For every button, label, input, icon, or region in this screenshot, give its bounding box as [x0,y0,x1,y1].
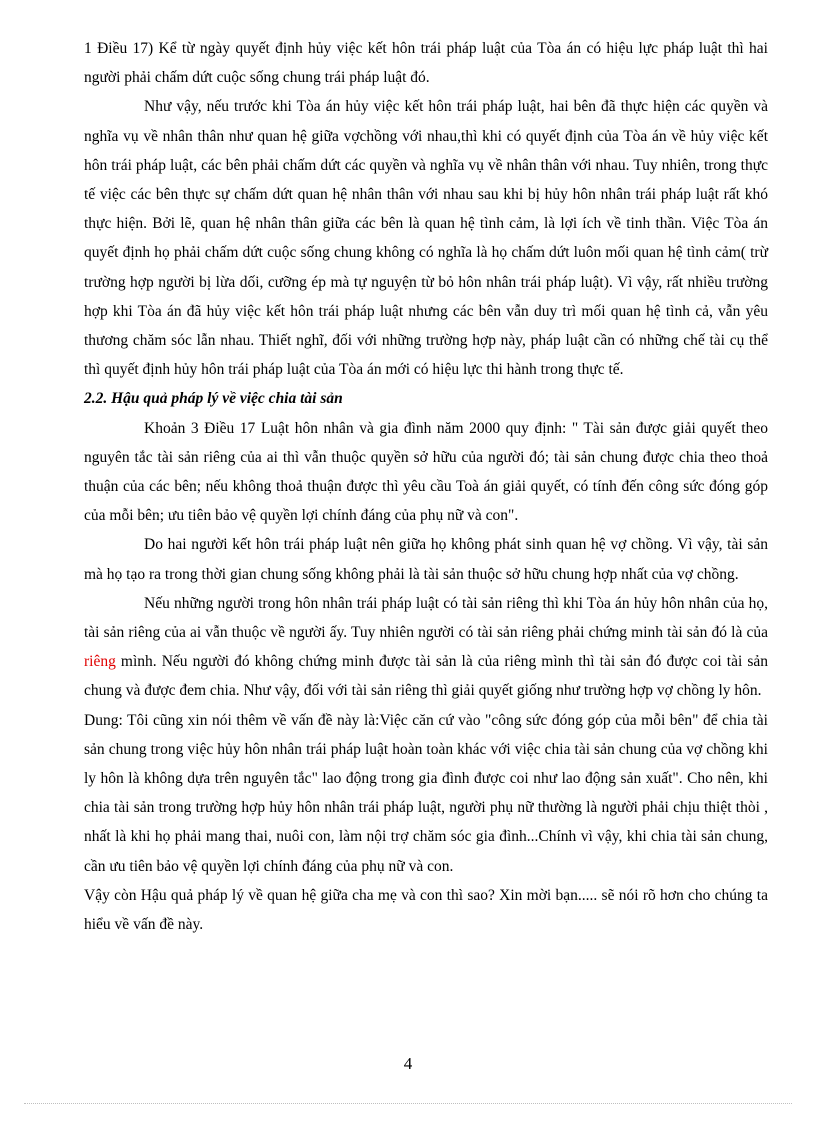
page-number: 4 [403,1054,413,1073]
document-body [84,34,768,939]
highlighted-word: riêng [84,653,116,671]
paragraph-4: Do hai người kết hôn trái pháp luật nên giữa họ không phát sinh quan hệ vợ chồng. Vì vậy, tài sản mà họ tạo ra trong thời gian chung sống không phải là tài sản thuộc sở hữu chung hợp nhất của vợ chồng. [84,536,768,583]
paragraph-5-text-after: mình. Nếu người đó không chứng minh được tài sản là của riêng mình thì tài sản đó được coi tài sản chung và được đem chia. Như vậy, đối với tài sản riêng thì giải quyết giống như trường hợp vợ chồng ly hôn. [84,653,768,700]
paragraph-6: Dung: Tôi cũng xin nói thêm về vấn đề này là:Việc căn cứ vào "công sức đóng góp của mỗi bên" để chia tài sản chung trong việc hủy hôn nhân trái pháp luật hoàn toàn khác với việc chia tài sản chung của vợ chồng khi ly hôn là không dựa trên nguyên tắc" lao động trong gia đình được coi như lao động sản xuất". Cho nên, khi chia tài sản trong trường hợp hủy hôn nhân trái pháp luật, người phụ nữ thường là người phải chịu thiệt thòi , nhất là khi họ phải mang thai, nuôi con, làm nội trợ chăm sóc gia đình...Chính vì vậy, khi chia tài sản chung, cần ưu tiên bảo vệ quyền lợi chính đáng của phụ nữ và con. [84,711,768,875]
paragraph-2: Như vậy, nếu trước khi Tòa án hủy việc kết hôn trái pháp luật, hai bên đã thực hiện các quyền và nghĩa vụ về nhân thân như quan hệ giữa vợchồng với nhau,thì khi có quyết định của Tòa án về hủy việc kết hôn trái pháp luật, các bên phải chấm dứt các quyền và nghĩa vụ về nhân thân với nhau. Tuy nhiên, trong thực tế việc các bên thực sự chấm dứt quan hệ nhân thân với nhau sau khi bị hủy hôn nhân trái pháp luật rất khó thực hiện. Bởi lẽ, quan hệ nhân thân giữa các bên là quan hệ tình cảm, là lợi ích về tinh thần. Việc Tòa án quyết định họ phải chấm dứt cuộc sống chung không có nghĩa là họ chấm dứt luôn mối quan hệ tình cảm( trừ trường hợp người bị lừa dối, cưỡng ép mà tự nguyện từ bỏ hôn nhân trái pháp luật). Vì vậy, rất nhiều trường hợp khi Tòa án đã hủy việc kết hôn trái pháp luật nhưng các bên vẫn duy trì mối quan hệ tình cả, vẫn yêu thương chăm sóc lẫn nhau. Thiết nghĩ, đối với những trường hợp này, pháp luật cần có những chế tài cụ thể thì quyết định hủy hôn trái pháp luật của Tòa án mới có hiệu lực thi hành trong thực tế. [84,98,768,379]
paragraph-5 [84,589,768,706]
section-heading: 2.2. Hậu quả pháp lý về việc chia tài sản [84,390,343,408]
paragraph-5-text-before: Nếu những người trong hôn nhân trái pháp luật có tài sản riêng thì khi Tòa án hủy hôn nhân của họ, tài sản riêng của ai vẫn thuộc về người ấy. Tuy nhiên người có tài sản riêng phải chứng minh tài sản đó là của [84,594,768,642]
paragraph-7: Vậy còn Hậu quả pháp lý về quan hệ giữa cha mẹ và con thì sao? Xin mời bạn..... sẽ nói rõ hơn cho chúng ta hiểu về vấn đề này. [84,886,768,934]
paragraph-3: Khoản 3 Điều 17 Luật hôn nhân và gia đình năm 2000 quy định: " Tài sản được giải quyết theo nguyên tắc tài sản riêng của ai thì vẫn thuộc quyền sở hữu của người đó; tài sản chung được chia theo thoả thuận của các bên; nếu không thoả thuận được thì yêu cầu Toà án giải quyết, có tính đến công sức đóng góp của mỗi bên; ưu tiên bảo vệ quyền lợi chính đáng của phụ nữ và con". [84,419,768,525]
paragraph-1: 1 Điều 17) Kể từ ngày quyết định hủy việc kết hôn trái pháp luật của Tòa án có hiệu lực pháp luật thì hai người phải chấm dứt cuộc sống chung trái pháp luật đó. [84,40,768,87]
page-bottom-divider [24,1103,792,1104]
